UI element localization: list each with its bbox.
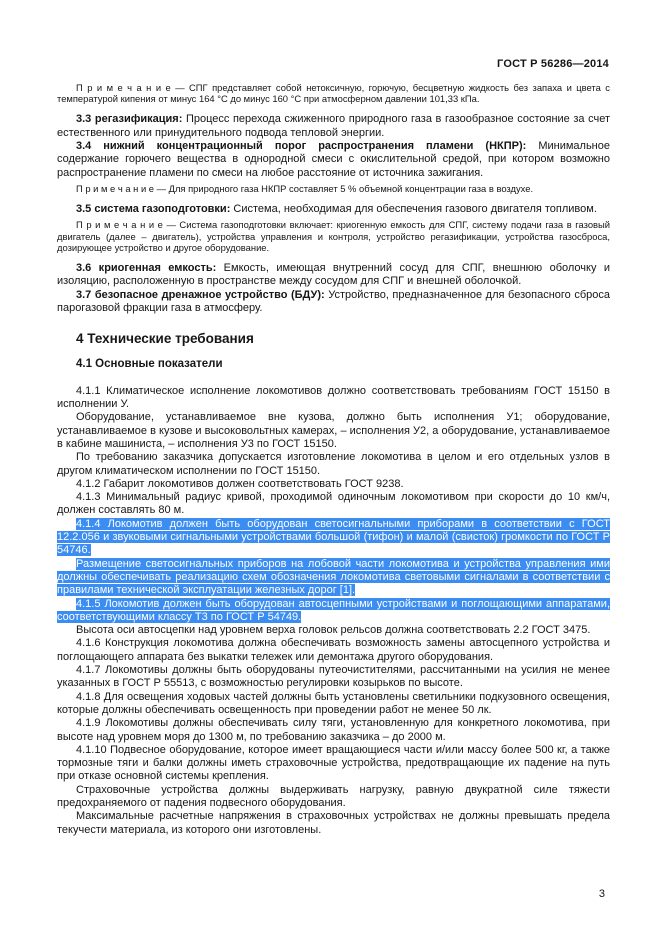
paragraph: 3.6 криогенная емкость: Емкость, имеющая внутренний сосуд для СПГ, внешнюю оболочку и изоляцию, расположенную в пространстве между сосудом для СПГ и внешней оболочкой. bbox=[57, 262, 610, 288]
section-heading: 4 Технические требования bbox=[76, 331, 254, 347]
paragraph: 3.4 нижний концентрационный порог распространения пламени (НКПР): Минимальное содержание горючего вещества в однородной смеси с окислительной средой, при котором возможно распространение пламени по смеси на любое расстояние от источника зажигания. bbox=[57, 140, 610, 179]
selected-paragraph: 4.1.5 Локомотив должен быть оборудован автосцепными устройствами и поглощающими аппаратами, соответствующими классу Т3 по ГОСТ Р 54749. bbox=[57, 597, 610, 623]
paragraph: По требованию заказчика допускается изготовление локомотива в целом и его отдельных узлов в другом климатическом исполнении по ГОСТ 15150. bbox=[57, 451, 610, 477]
paragraph: Оборудование, устанавливаемое вне кузова, должно быть исполнения У1; оборудование, устанавливаемое в кузове и высоковольтных камерах, – исполнения У2, а оборудование, устанавливаемое в кабине машиниста, – исполнения У3 по ГОСТ 15150. bbox=[57, 411, 610, 450]
paragraph: 4.1.9 Локомотивы должны обеспечивать силу тяги, установленную для конкретного локомотива, при высоте над уровнем моря до 1300 м, по требованию заказчика – до 2000 м. bbox=[57, 717, 610, 743]
document-header: ГОСТ Р 56286—2014 bbox=[497, 58, 609, 70]
note-paragraph: П р и м е ч а н и е — Система газоподготовки включает: криогенную емкость для СПГ, систему подачи газа в газовый двигатель (далее – двигатель), устройства управления и контроля, устройство регазификации, устройства газосброса, дозирующее устройство и другое оборудование. bbox=[57, 219, 610, 253]
paragraph: 4.1.6 Конструкция локомотива должна обеспечивать возможность замены автосцепного устройства и поглощающего аппарата без выкатки тележек или демонтажа другого оборудования. bbox=[57, 637, 610, 663]
paragraph: 3.3 регазификация: Процесс перехода сжиженного природного газа в газообразное состояние за счет естественного или принудительного подвода тепловой энергии. bbox=[57, 113, 610, 139]
note-paragraph: П р и м е ч а н и е — СПГ представляет собой нетоксичную, горючую, бесцветную жидкость без запаха и цвета с температурой кипения от минус 164 °С до минус 160 °С при атмосферном давлении 101,33 кПа. bbox=[57, 82, 610, 105]
document-content bbox=[57, 79, 610, 837]
paragraph: 4.1.10 Подвесное оборудование, которое имеет вращающиеся части и/или массу более 500 кг, а также тормозные тяги и балки должны иметь страховочные устройства, предотвращающие их падение на путь при отказе основной системы крепления. bbox=[57, 743, 610, 783]
paragraph: 4.1.2 Габарит локомотивов должен соответствовать ГОСТ 9238. bbox=[76, 477, 404, 490]
paragraph: 4.1.7 Локомотивы должны быть оборудованы путеочистителями, рассчитанными на усилия не менее указанных в ГОСТ Р 55513, с возможностью регулировки козырьков по высоте. bbox=[57, 664, 610, 690]
selected-paragraph: 4.1.4 Локомотив должен быть оборудован светосигнальными приборами в соответствии с ГОСТ 12.2.056 и звуковыми сигнальными устройствами большой (тифон) и малой (свисток) громкости по ГОСТ Р 54746. bbox=[57, 517, 610, 557]
paragraph: 3.7 безопасное дренажное устройство (БДУ): Устройство, предназначенное для безопасного сброса парогазовой фракции газа в атмосферу. bbox=[57, 288, 610, 314]
paragraph: Высота оси автосцепки над уровнем верха головок рельсов должна соответствовать 2.2 ГОСТ 3475. bbox=[76, 624, 591, 637]
paragraph: Страховочные устройства должны выдерживать нагрузку, равную двукратной силе тяжести предохраняемого от падения подвесного оборудования. bbox=[57, 783, 610, 809]
paragraph: Максимальные расчетные напряжения в страховочных устройствах не должны превышать предела текучести материала, из которого они изготовлены. bbox=[57, 810, 610, 836]
paragraph: 4.1.1 Климатическое исполнение локомотивов должно соответствовать требованиям ГОСТ 15150 в исполнении У. bbox=[57, 384, 610, 411]
page-number: 3 bbox=[598, 888, 605, 900]
paragraph: 3.5 система газоподготовки: Система, необходимая для обеспечения газового двигателя топливом. bbox=[76, 203, 597, 216]
subsection-heading: 4.1 Основные показатели bbox=[76, 358, 223, 371]
selected-paragraph: Размещение светосигнальных приборов на лобовой части локомотива и устройства управления ими должны обеспечивать реализацию схем обозначения локомотива световыми сигналами в соответствии с правилами технической эксплуатации железных дорог [1]. bbox=[57, 557, 610, 597]
paragraph: 4.1.8 Для освещения ходовых частей должны быть установлены светильники подкузовного освещения, которые должны обеспечивать освещенность при проведении работ не менее 50 лк. bbox=[57, 690, 610, 716]
paragraph: 4.1.3 Минимальный радиус кривой, проходимой одиночным локомотивом при скорости до 10 км/ч, должен составлять 80 м. bbox=[57, 491, 610, 517]
note-paragraph: П р и м е ч а н и е — Для природного газа НКПР составляет 5 % объемной концентрации газа в воздухе. bbox=[76, 182, 534, 194]
